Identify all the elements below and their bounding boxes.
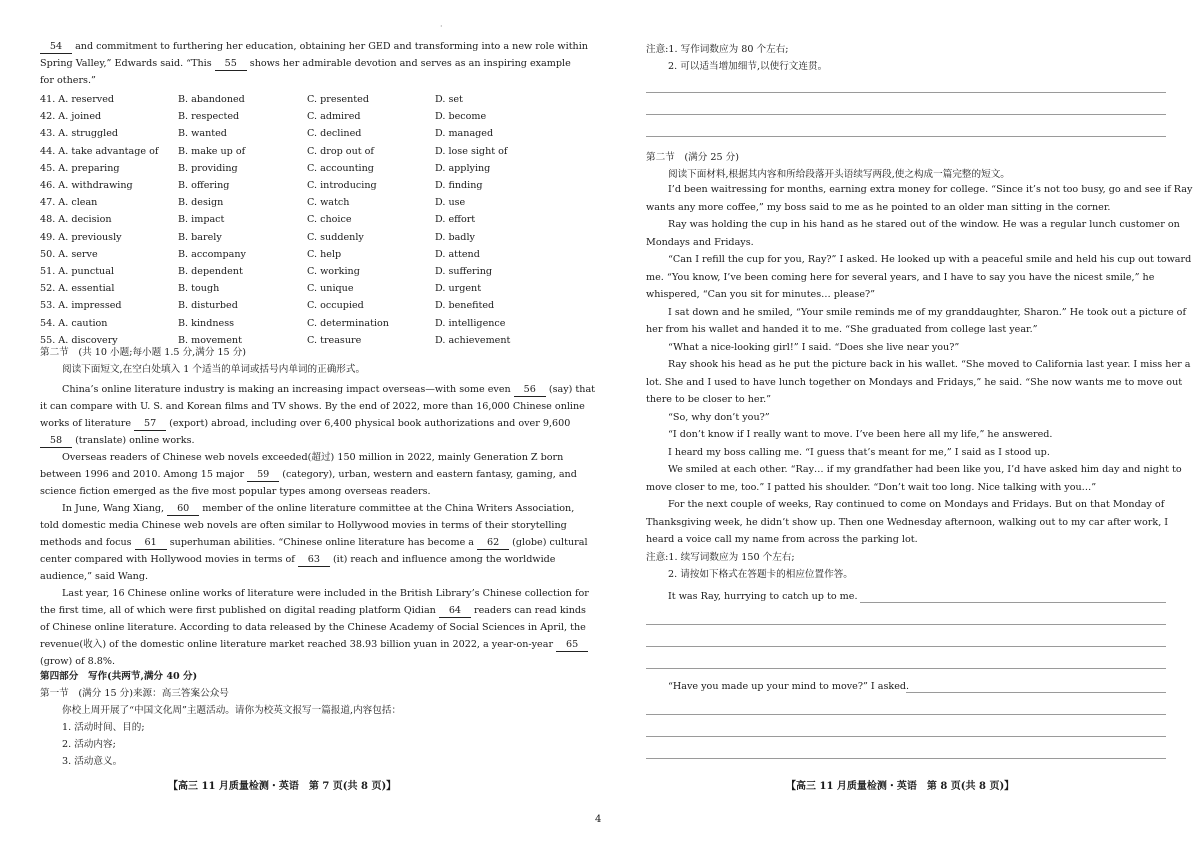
option-46-d: D. finding <box>435 180 483 191</box>
option-54-d: D. intelligence <box>435 317 506 329</box>
part4-section1: 第一节 (满分 15 分)来源：高三答案公众号 <box>40 688 229 699</box>
writing-line <box>646 92 1166 93</box>
writing-line <box>646 624 1166 625</box>
blank-55: 55 <box>215 58 247 71</box>
option-54-b: B. kindness <box>178 317 235 329</box>
note: 2. 请按如下格式在答题卡的相应位置作答。 <box>668 569 853 580</box>
option-43-a: 43. A. struggled <box>40 128 119 140</box>
option-45-c: C. accounting <box>307 162 374 174</box>
writing-line <box>646 646 1166 647</box>
section-instruction: 阅读下面材料,根据其内容和所给段落开头语续写两段,使之构成一篇完整的短文。 <box>668 169 1010 180</box>
story-line: her from his wallet and handed it to me. “She graduated from college last year.” <box>646 324 1038 335</box>
blank-59: 59 <box>247 469 279 482</box>
option-51-c: C. working <box>307 266 360 277</box>
option-52-d: D. urgent <box>435 283 482 295</box>
story-line: Ray was holding the cup in his hand as he stared out of the window. He was a regular lunch customer on <box>668 219 1180 230</box>
blank-64: 64 <box>439 605 471 618</box>
story-line: lot. She and I used to have lunch together on Mondays and Fridays,” he said. “She now wants me to move out <box>646 376 1183 388</box>
writing-item: 1. 活动时间、目的; <box>62 722 145 733</box>
passage-line: science fiction emerged as the five most popular types among overseas readers. <box>40 486 431 497</box>
section-title: 第二节 (满分 25 分) <box>646 152 739 163</box>
option-47-b: B. design <box>178 197 224 209</box>
option-41-a: 41. A. reserved <box>40 94 115 105</box>
option-55-a: 55. A. discovery <box>40 334 118 346</box>
writing-item: 2. 活动内容; <box>62 739 116 750</box>
story-line: Thanksgiving week, he didn’t show up. Then one Wednesday afternoon, walking out to my car after work, I <box>646 516 1169 528</box>
option-52-a: 52. A. essential <box>40 283 115 295</box>
option-52-c: C. unique <box>307 283 354 295</box>
writing-line <box>646 114 1166 115</box>
story-line: me. “You know, I’ve been coming here for several years, and I have to say you have the nicest smile,” he <box>646 271 1155 283</box>
cloze-continuation-line: 54 and commitment to furthering her education, obtaining her GED and transforming into a new role within <box>40 41 588 54</box>
option-53-c: C. occupied <box>307 300 364 312</box>
passage-line: China’s online literature industry is making an increasing impact overseas—with some even 56 (say) that <box>62 384 596 395</box>
option-54-c: C. determination <box>307 317 389 329</box>
blank-61: 61 <box>135 537 167 550</box>
option-46-a: 46. A. withdrawing <box>40 180 133 191</box>
writing-line <box>646 136 1166 137</box>
option-50-d: D. attend <box>435 248 480 260</box>
passage-line: the first time, all of which were first published on digital reading platform Qidian 64 readers can read kinds <box>40 605 586 616</box>
option-43-d: D. managed <box>435 128 494 140</box>
option-51-b: B. dependent <box>178 266 243 277</box>
stray-mark: · <box>440 22 443 31</box>
passage-line: of Chinese online literature. According to data released by the Chinese Academy of Social Sciences in April, the <box>40 622 586 633</box>
section-title: 第二节 (共 10 小题;每小题 1.5 分,满分 15 分) <box>40 347 247 358</box>
story-line: “What a nice-looking girl!” I said. “Does she live near you?” <box>668 341 960 353</box>
blank-58: 58 <box>40 435 72 448</box>
cloze-continuation-line: Spring Valley,” Edwards said. “This 55 shows her admirable devotion and serves as an inspiring example <box>40 58 571 69</box>
passage-line: told domestic media Chinese web novels are often similar to Hollywood movies in terms of their storytelling <box>40 520 567 531</box>
writing-item: 3. 活动意义。 <box>62 756 123 767</box>
option-45-b: B. providing <box>178 162 238 174</box>
passage-line: methods and focus 61 superhuman abilities. “Chinese online literature has become a 62 (globe) cultural <box>40 537 588 548</box>
option-55-c: C. treasure <box>307 334 362 346</box>
note: 2. 可以适当增加细节,以使行文连贯。 <box>668 61 828 72</box>
writing-line <box>646 714 1166 715</box>
story-line: Ray shook his head as he put the picture back in his wallet. “She moved to California last year. I miss her a <box>668 359 1191 370</box>
option-55-b: B. movement <box>178 334 242 346</box>
passage-line: between 1996 and 2010. Among 15 major 59 (category), urban, western and eastern fantasy, gaming, and <box>40 469 577 480</box>
story-line: Mondays and Fridays. <box>646 236 754 248</box>
blank-60: 60 <box>167 503 199 516</box>
option-48-c: C. choice <box>307 214 352 226</box>
story-line: “So, why don’t you?” <box>668 411 770 423</box>
story-line: “Can I refill the cup for you, Ray?” I asked. He looked up with a peaceful smile and held his cup out toward <box>668 254 1192 265</box>
passage-line: center compared with Hollywood movies in terms of 63 (it) reach and influence among the worldwide <box>40 554 556 565</box>
writing-line <box>646 736 1166 737</box>
option-42-a: 42. A. joined <box>40 111 102 123</box>
story-line: I heard my boss calling me. “I guess that’s meant for me,” I said as I stood up. <box>668 446 1050 458</box>
option-49-a: 49. A. previously <box>40 231 122 243</box>
option-49-c: C. suddenly <box>307 231 364 243</box>
story-line: We smiled at each other. “Ray… if my grandfather had been like you, I’d have asked him day and night to <box>668 464 1182 475</box>
writing-line <box>860 602 1166 603</box>
paragraph-start-2: “Have you made up your mind to move?” I asked. <box>668 681 910 692</box>
story-line: “I don’t know if I really want to move. I’ve been here all my life,” he answered. <box>668 429 1053 440</box>
blank-57: 57 <box>134 418 166 431</box>
blank-56: 56 <box>514 384 546 397</box>
option-44-c: C. drop out of <box>307 145 374 157</box>
blank-65: 65 <box>556 639 588 652</box>
page-footer: 【高三 11 月质量检测・英语 第 7 页(共 8 页)】 <box>168 781 397 792</box>
option-48-d: D. effort <box>435 214 476 226</box>
passage-line: works of literature 57 (export) abroad, including over 6,400 physical book authorizations and over 9,600 <box>40 418 571 429</box>
note: 注意:1. 写作词数应为 80 个左右; <box>646 44 789 55</box>
story-line: I’d been waitressing for months, earning extra money for college. “Since it’s not too busy, go and see if Ray <box>668 184 1193 195</box>
option-47-c: C. watch <box>307 197 350 209</box>
option-41-d: D. set <box>435 94 463 105</box>
blank-62: 62 <box>477 537 509 550</box>
option-53-d: D. benefited <box>435 300 495 312</box>
blank-63: 63 <box>298 554 330 567</box>
option-46-b: B. offering <box>178 180 230 191</box>
option-42-b: B. respected <box>178 111 240 123</box>
passage-line: Last year, 16 Chinese online works of literature were included in the British Library’s Chinese collection for <box>62 588 589 599</box>
option-53-b: B. disturbed <box>178 300 238 312</box>
option-48-b: B. impact <box>178 214 225 226</box>
option-51-a: 51. A. punctual <box>40 266 115 277</box>
story-line: there to be closer to her.” <box>646 394 772 405</box>
option-46-c: C. introducing <box>307 180 377 191</box>
option-43-b: B. wanted <box>178 128 227 140</box>
option-41-c: C. presented <box>307 94 369 105</box>
option-44-d: D. lose sight of <box>435 145 508 157</box>
page-number: 4 <box>595 814 602 825</box>
option-45-a: 45. A. preparing <box>40 162 120 174</box>
writing-prompt: 你校上周开展了“中国文化周”主题活动。请你为校英文报写一篇报道,内容包括： <box>62 705 402 716</box>
passage-line: Overseas readers of Chinese web novels exceeded(超过) 150 million in 2022, mainly Generation Z born <box>62 452 564 463</box>
part4-title: 第四部分 写作(共两节,满分 40 分) <box>40 671 198 682</box>
cloze-continuation-line: for others.” <box>40 75 96 86</box>
writing-line <box>906 692 1166 693</box>
passage-line: 58 (translate) online works. <box>40 435 195 448</box>
option-42-d: D. become <box>435 111 487 123</box>
option-54-a: 54. A. caution <box>40 317 108 329</box>
blank-54: 54 <box>40 41 72 54</box>
section-instruction: 阅读下面短文,在空白处填入 1 个适当的单词或括号内单词的正确形式。 <box>62 364 366 375</box>
story-line: move closer to me, too.” I patted his shoulder. “Don’t wait too long. Nice talking with you…” <box>646 481 1097 493</box>
option-50-b: B. accompany <box>178 248 246 260</box>
option-50-a: 50. A. serve <box>40 248 98 260</box>
story-line: I sat down and he smiled, “Your smile reminds me of my granddaughter, Sharon.” He took out a picture of <box>668 306 1187 318</box>
writing-line <box>646 668 1166 669</box>
story-line: whispered, “Can you sit for minutes… please?” <box>646 289 876 300</box>
option-49-b: B. barely <box>178 231 222 243</box>
option-53-a: 53. A. impressed <box>40 300 122 312</box>
option-44-a: 44. A. take advantage of <box>40 145 159 157</box>
page-footer: 【高三 11 月质量检测・英语 第 8 页(共 8 页)】 <box>786 781 1015 792</box>
option-50-c: C. help <box>307 248 342 260</box>
option-47-a: 47. A. clean <box>40 197 98 209</box>
passage-line: it can compare with U. S. and Korean films and TV shows. By the end of 2022, more than 16,000 Chinese online <box>40 401 585 412</box>
passage-line: revenue(收入) of the domestic online literature market reached 38.93 billion yuan in 2022, a year-on-year 65 <box>40 639 588 652</box>
option-48-a: 48. A. decision <box>40 214 112 226</box>
passage-line: (grow) of 8.8%. <box>40 656 116 667</box>
option-41-b: B. abandoned <box>178 94 245 105</box>
option-51-d: D. suffering <box>435 266 493 277</box>
writing-line <box>646 758 1166 759</box>
option-49-d: D. badly <box>435 231 475 243</box>
option-42-c: C. admired <box>307 111 361 123</box>
option-45-d: D. applying <box>435 162 491 174</box>
story-line: For the next couple of weeks, Ray continued to come on Mondays and Fridays. But on that Monday of <box>668 499 1165 510</box>
passage-line: audience,” said Wang. <box>40 571 149 582</box>
option-52-b: B. tough <box>178 283 220 295</box>
story-line: heard a voice call my name from across the parking lot. <box>646 534 918 545</box>
story-line: wants any more coffee,” my boss said to me as he pointed to an older man sitting in the corner. <box>646 201 1111 213</box>
option-44-b: B. make up of <box>178 145 246 157</box>
option-43-c: C. declined <box>307 128 362 140</box>
option-55-d: D. achievement <box>435 334 511 346</box>
passage-line: In June, Wang Xiang, 60 member of the online literature committee at the China Writers Association, <box>62 503 575 514</box>
paragraph-start-1: It was Ray, hurrying to catch up to me. <box>668 591 858 602</box>
note: 注意:1. 续写词数应为 150 个左右; <box>646 552 795 563</box>
option-47-d: D. use <box>435 197 466 209</box>
